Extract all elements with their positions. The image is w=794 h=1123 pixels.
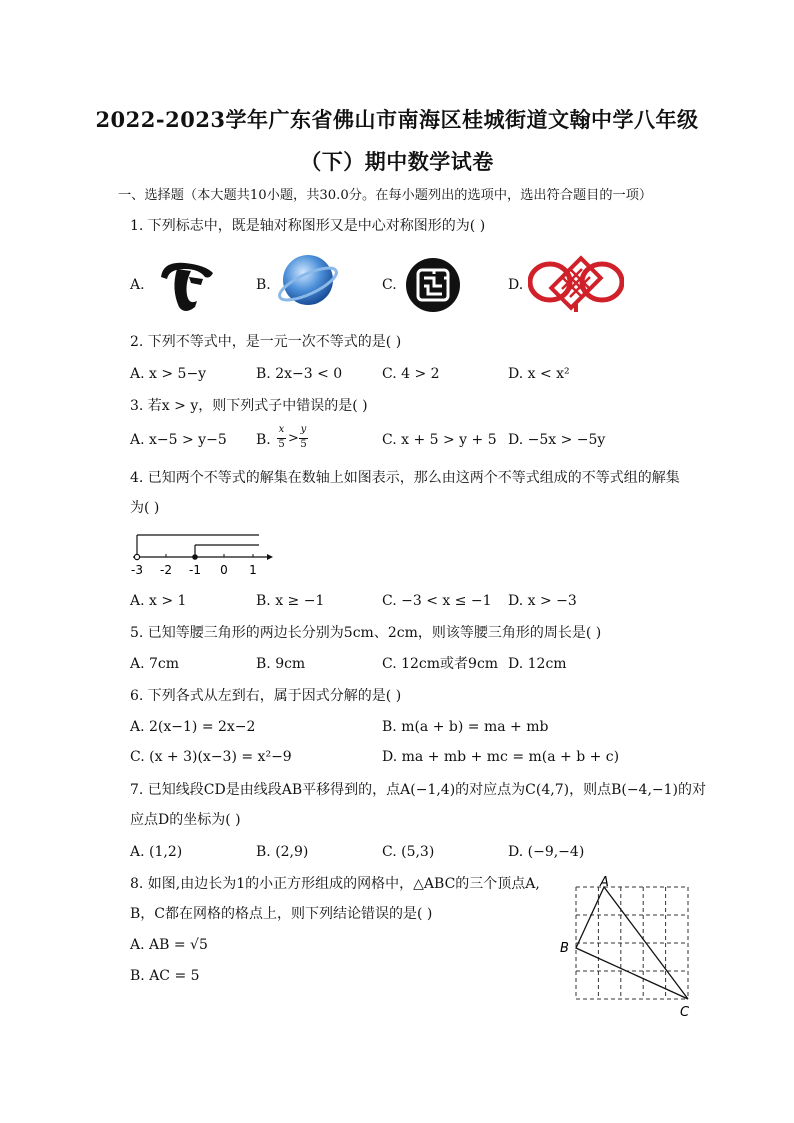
dashed-grid — [576, 887, 688, 999]
q7-option-b: B. (2,9) — [256, 844, 309, 860]
q3-option-c: C. x + 5 > y + 5 — [382, 432, 497, 448]
planet-logo-icon — [276, 252, 342, 312]
q3-option-a: A. x−5 > y−5 — [130, 432, 227, 448]
q4-option-a: A. x > 1 — [130, 593, 187, 609]
tick-label: -2 — [160, 563, 172, 577]
q1-option-c-label: C. — [382, 277, 397, 293]
tick-label: 1 — [249, 563, 257, 577]
frac-numerator-y: y — [300, 424, 307, 435]
question-4-line2: 为( ) — [130, 500, 160, 516]
q6-option-b: B. m(a + b) = ma + mb — [382, 719, 549, 735]
q2-option-d: D. x < x² — [508, 366, 570, 382]
q5-option-c: C. 12cm或者9cm — [382, 656, 499, 672]
q1-option-b-label: B. — [256, 277, 271, 293]
q8-option-b: B. AC = 5 — [130, 968, 200, 984]
point-label-b: B — [560, 941, 569, 956]
number-line-figure — [125, 528, 275, 578]
q6-option-c: C. (x + 3)(x−3) = x²−9 — [130, 749, 292, 765]
question-7-line1: 7. 已知线段CD是由线段AB平移得到的，点A(−1,4)的对应点为C(4,7)，则点B(−4,−1)的对 — [130, 782, 707, 798]
q2-option-c: C. 4 > 2 — [382, 366, 440, 382]
question-5: 5. 已知等腰三角形的两边长分别为5cm、2cm，则该等腰三角形的周长是( ) — [130, 625, 602, 641]
q1-option-d-label: D. — [508, 277, 524, 293]
section-heading: 一、选择题（本大题共10小题，共30.0分。在每小题列出的选项中，选出符合题目的一项） — [118, 188, 653, 203]
q6-option-a: A. 2(x−1) = 2x−2 — [130, 719, 256, 735]
closed-dot-minus-1 — [192, 554, 198, 560]
axis-arrow-icon — [267, 554, 273, 560]
frac-denominator-5b: 5 — [300, 439, 307, 450]
exam-title-line1: 2022-2023学年广东省佛山市南海区桂城街道文翰中学八年级 — [95, 107, 699, 132]
q3-option-b-label: B. — [256, 432, 271, 448]
mobile-logo-icon — [404, 256, 462, 314]
q3-option-d: D. −5x > −5y — [508, 432, 606, 448]
question-4-line1: 4. 已知两个不等式的解集在数轴上如图表示，那么由这两个不等式组成的不等式组的解集 — [130, 470, 680, 486]
q3-option-b-fraction: x 5 > y 5 — [278, 424, 307, 450]
question-2: 2. 下列不等式中，是一元一次不等式的是( ) — [130, 334, 402, 350]
telecom-logo-icon — [155, 255, 217, 315]
q2-option-a: A. x > 5−y — [130, 366, 207, 382]
exam-title-line2: （下）期中数学试卷 — [300, 149, 494, 174]
q1-option-a-label: A. — [130, 277, 145, 293]
question-1: 1. 下列标志中，既是轴对称图形又是中心对称图形的为( ) — [130, 218, 486, 234]
point-label-c: C — [680, 1005, 690, 1020]
question-8-line1: 8. 如图,由边长为1的小正方形组成的网格中，△ABC的三个顶点A, — [130, 876, 540, 892]
q6-option-d: D. ma + mb + mc = m(a + b + c) — [382, 749, 620, 765]
q7-option-a: A. (1,2) — [130, 844, 183, 860]
question-3: 3. 若x > y，则下列式子中错误的是( ) — [130, 398, 368, 414]
q2-option-b: B. 2x−3 < 0 — [256, 366, 343, 382]
question-6: 6. 下列各式从左到右，属于因式分解的是( ) — [130, 688, 402, 704]
q7-option-d: D. (−9,−4) — [508, 844, 585, 860]
frac-denominator-5a: 5 — [278, 439, 285, 450]
grid-triangle-figure — [556, 874, 706, 1020]
chinese-knot-logo-icon — [528, 250, 624, 316]
q4-option-b: B. x ≥ −1 — [256, 593, 325, 609]
q5-option-a: A. 7cm — [130, 656, 180, 672]
q5-option-d: D. 12cm — [508, 656, 567, 672]
q4-option-c: C. −3 < x ≤ −1 — [382, 593, 492, 609]
tick-label: 0 — [220, 563, 228, 577]
question-7-line2: 应点D的坐标为( ) — [130, 812, 241, 828]
q7-option-c: C. (5,3) — [382, 844, 435, 860]
frac-numerator-x: x — [278, 424, 285, 435]
q4-option-d: D. x > −3 — [508, 593, 577, 609]
question-8-line2: B，C都在网格的格点上，则下列结论错误的是( ) — [130, 906, 433, 922]
q5-option-b: B. 9cm — [256, 656, 306, 672]
open-dot-minus-3 — [134, 554, 139, 559]
point-label-a: A — [600, 875, 609, 890]
tick-label: -3 — [131, 563, 143, 577]
tick-label: -1 — [189, 563, 201, 577]
q8-option-a: A. AB = √5 — [130, 937, 208, 953]
